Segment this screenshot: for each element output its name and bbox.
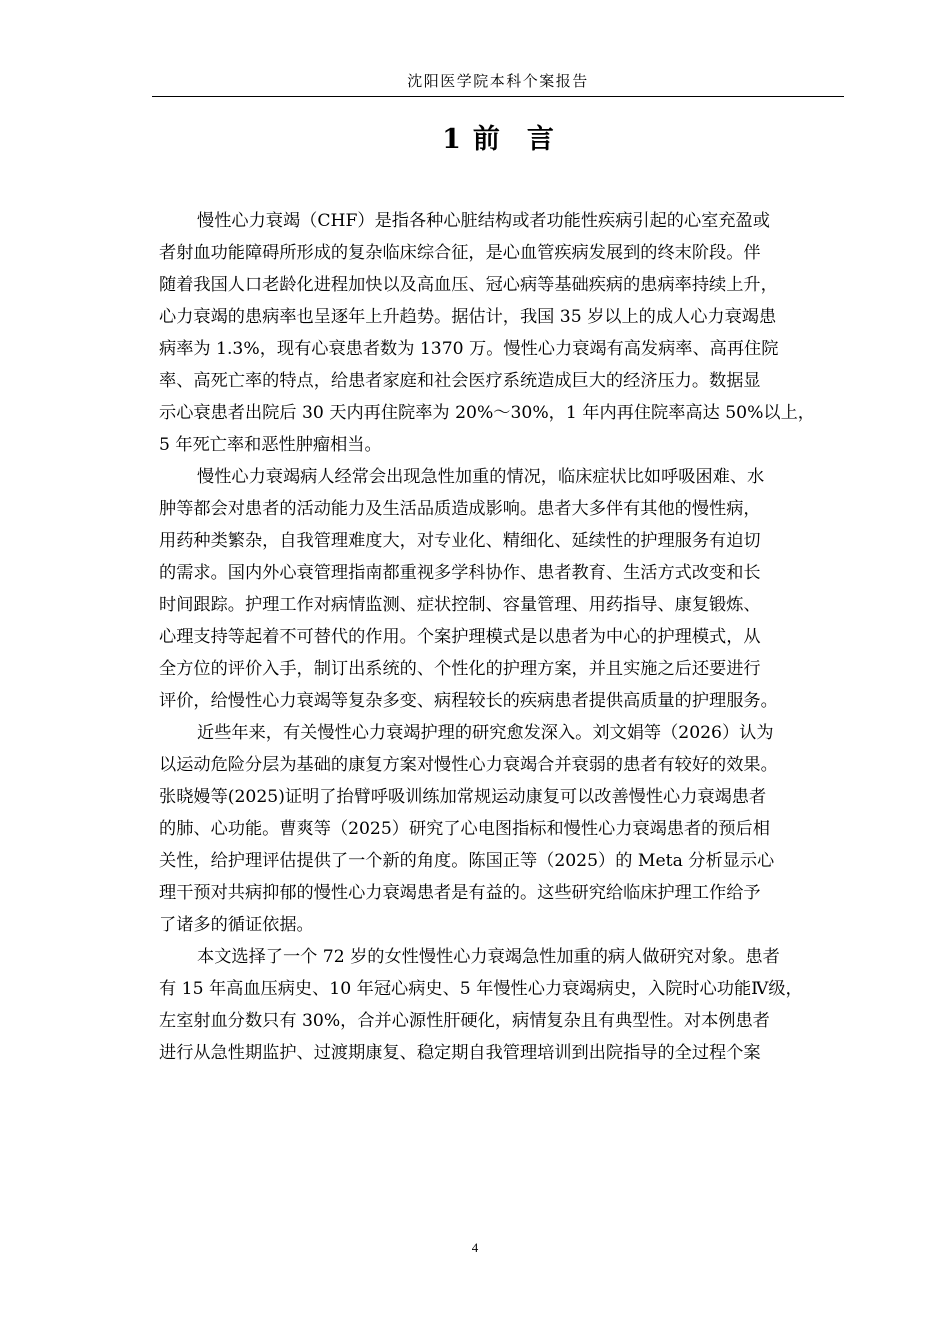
text-line: 张晓嫚等(2025)证明了抬臂呼吸训练加常规运动康复可以改善慢性心力衰竭患者 <box>159 787 767 807</box>
text-line: 用药种类繁杂，自我管理难度大，对专业化、精细化、延续性的护理服务有迫切 <box>159 531 761 551</box>
text-line: 以运动危险分层为基础的康复方案对慢性心力衰竭合并衰弱的患者有较好的效果。 <box>159 755 778 775</box>
chapter-number: 1 <box>442 124 461 155</box>
text-line: 有 15 年高血压病史、10 年冠心病史、5 年慢性心力衰竭病史，入院时心功能Ⅳ级， <box>159 979 803 999</box>
text-line: 本文选择了一个 72 岁的女性慢性心力衰竭急性加重的病人做研究对象。患者 <box>197 947 780 967</box>
text-line: 病率为 1.3%，现有心衰患者数为 1370 万。慢性心力衰竭有高发病率、高再住院 <box>159 339 779 359</box>
text-line: 关性，给护理评估提供了一个新的角度。陈国正等（2025）的 Meta 分析显示心 <box>159 851 775 871</box>
text-line: 进行从急性期监护、过渡期康复、稳定期自我管理培训到出院指导的全过程个案 <box>159 1043 761 1063</box>
text-line: 心理支持等起着不可替代的作用。个案护理模式是以患者为中心的护理模式，从 <box>159 627 761 647</box>
text-line: 慢性心力衰竭病人经常会出现急性加重的情况，临床症状比如呼吸困难、水 <box>197 467 765 487</box>
text-line: 全方位的评价入手，制订出系统的、个性化的护理方案，并且实施之后还要进行 <box>159 659 761 679</box>
text-line: 心力衰竭的患病率也呈逐年上升趋势。据估计，我国 35 岁以上的成人心力衰竭患 <box>159 307 777 327</box>
text-line: 5 年死亡率和恶性肿瘤相当。 <box>159 435 382 455</box>
text-line: 近些年来，有关慢性心力衰竭护理的研究愈发深入。刘文娟等（2026）认为 <box>197 723 774 743</box>
body-text <box>159 205 849 1069</box>
header-title: 沈阳医学院本科个案报告 <box>407 72 589 90</box>
text-line: 了诸多的循证依据。 <box>159 915 314 935</box>
page-number: 4 <box>471 1240 479 1255</box>
chapter-title <box>152 120 844 160</box>
chapter-title-part1: 前 <box>472 124 500 155</box>
text-line: 率、高死亡率的特点，给患者家庭和社会医疗系统造成巨大的经济压力。数据显 <box>159 371 761 391</box>
text-line: 时间跟踪。护理工作对病情监测、症状控制、容量管理、用药指导、康复锻炼、 <box>159 595 761 615</box>
text-line: 左室射血分数只有 30%，合并心源性肝硬化，病情复杂且有典型性。对本例患者 <box>159 1011 770 1031</box>
text-line: 示心衰患者出院后 30 天内再住院率为 20%～30%，1 年内再住院率高达 50%以上， <box>159 403 815 423</box>
text-line: 理干预对共病抑郁的慢性心力衰竭患者是有益的。这些研究给临床护理工作给予 <box>159 883 761 903</box>
text-line: 的肺、心功能。曹爽等（2025）研究了心电图指标和慢性心力衰竭患者的预后相 <box>159 819 770 839</box>
text-line: 慢性心力衰竭（CHF）是指各种心脏结构或者功能性疾病引起的心室充盈或 <box>197 211 770 231</box>
text-line: 者射血功能障碍所形成的复杂临床综合征，是心血管疾病发展到的终末阶段。伴 <box>159 243 761 263</box>
text-line: 肿等都会对患者的活动能力及生活品质造成影响。患者大多伴有其他的慢性病， <box>159 499 761 519</box>
text-line: 随着我国人口老龄化进程加快以及高血压、冠心病等基础疾病的患病率持续上升， <box>159 275 778 295</box>
page-header <box>152 62 844 97</box>
text-line: 评价，给慢性心力衰竭等复杂多变、病程较长的疾病患者提供高质量的护理服务。 <box>159 691 778 711</box>
chapter-title-part2: 言 <box>526 124 554 155</box>
text-line: 的需求。国内外心衰管理指南都重视多学科协作、患者教育、生活方式改变和长 <box>159 563 761 583</box>
